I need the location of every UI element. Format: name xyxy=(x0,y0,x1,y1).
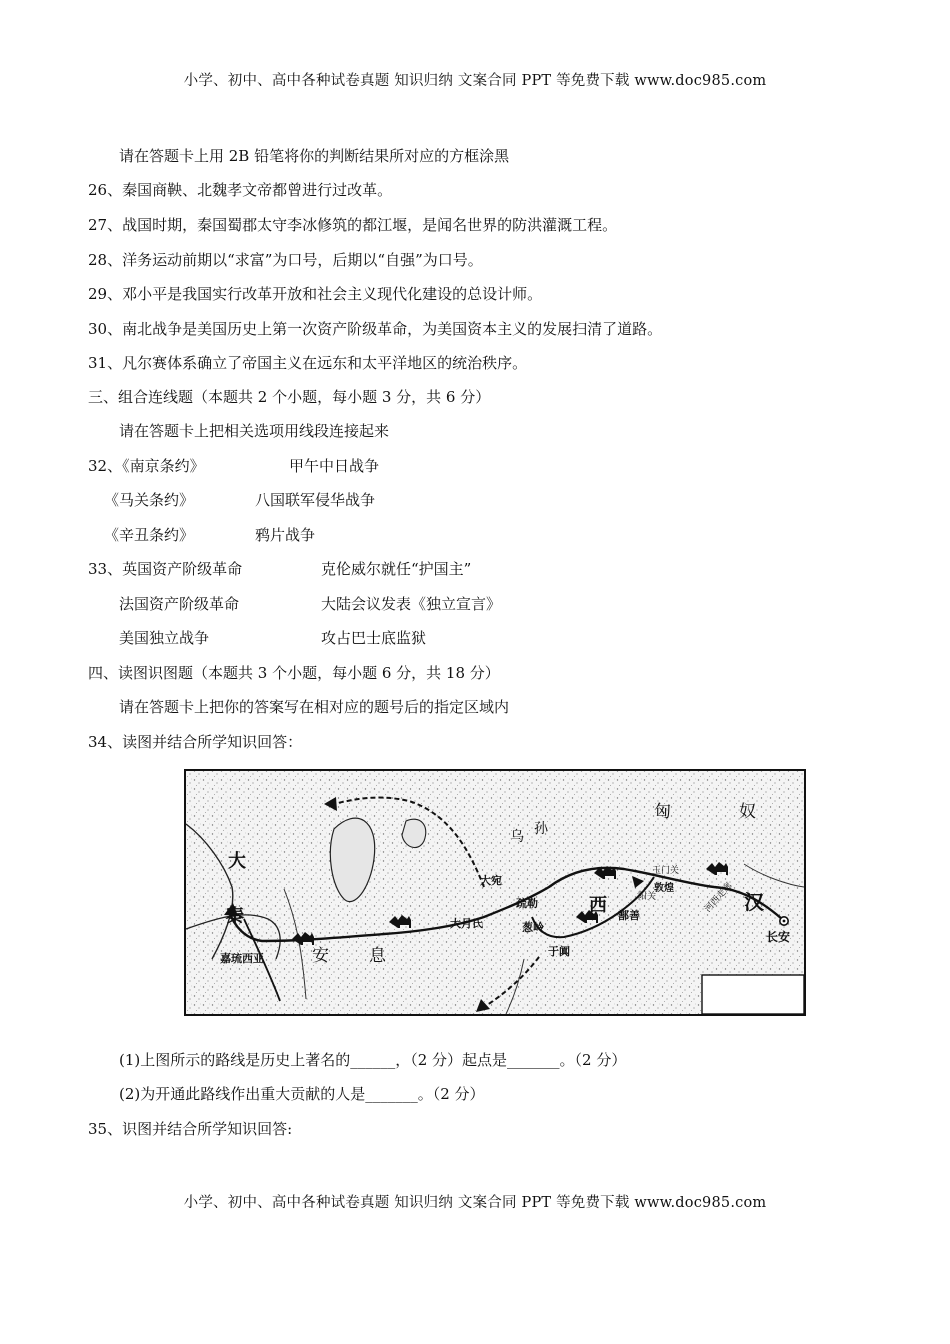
q32-right-2: 八国联军侵华战争 xyxy=(255,491,376,509)
section-3-title: 三、组合连线题（本题共 2 个小题，每小题 3 分，共 6 分） xyxy=(88,388,491,406)
label-jialuoxiya: 嘉琉西亚 xyxy=(220,952,264,965)
label-dunhuang: 敦煌 xyxy=(654,883,674,894)
label-yangguan: 阳关 xyxy=(638,892,657,902)
label-dayuezhi: 大月氏 xyxy=(450,917,483,930)
q32-left-3: 《辛丑条约》 xyxy=(104,526,195,544)
instruction-judge: 请在答题卡上用 2B 铅笔将你的判断结果所对应的方框涂黑 xyxy=(119,147,510,165)
map-blank-box xyxy=(702,975,804,1014)
label-an: 安 xyxy=(312,946,329,966)
label-changan: 长安 xyxy=(766,930,791,944)
silk-road-map xyxy=(184,769,806,1016)
label-shule: 疏勒 xyxy=(516,897,538,910)
question-30: 30、南北战争是美国历史上第一次资产阶级革命，为美国资本主义的发展扫清了道路。 xyxy=(88,320,663,338)
label-xi: 西 xyxy=(589,895,607,916)
question-26: 26、秦国商鞅、北魏孝文帝都曾进行过改革。 xyxy=(88,181,393,199)
question-34-part-1: (1)上图所示的路线是历史上著名的______，（2 分）起点是_______。（2 分） xyxy=(119,1051,627,1069)
label-xiongnu-2: 奴 xyxy=(739,802,756,822)
question-28: 28、洋务运动前期以“求富”为口号，后期以“自强”为口号。 xyxy=(88,251,483,269)
q32-left-1: 32、《南京条约》 xyxy=(88,457,205,475)
label-sun: 孙 xyxy=(534,821,548,837)
q32-right-3: 鸦片战争 xyxy=(255,526,316,544)
label-han: 汉 xyxy=(744,890,764,914)
label-yumenguan: 玉门关 xyxy=(652,866,680,876)
changan-marker-dot xyxy=(783,920,786,923)
aral-sea xyxy=(402,819,426,847)
label-yutian: 于阗 xyxy=(548,945,570,958)
instruction-map: 请在答题卡上把你的答案写在相对应的题号后的指定区域内 xyxy=(119,698,510,716)
section-4-title: 四、读图识图题（本题共 3 个小题，每小题 6 分，共 18 分） xyxy=(88,664,500,682)
question-34-part-2: (2)为开通此路线作出重大贡献的人是_______。（2 分） xyxy=(119,1085,485,1103)
q32-left-2: 《马关条约》 xyxy=(104,491,195,509)
label-xiongnu-1: 匈 xyxy=(654,802,671,822)
q33-left-3: 美国独立战争 xyxy=(119,629,210,647)
label-dawan: 大宛 xyxy=(480,874,502,887)
page-header: 小学、初中、高中各种试卷真题 知识归纳 文案合同 PPT 等免费下载 www.doc985.com xyxy=(183,73,767,89)
question-34-title: 34、读图并结合所学知识回答： xyxy=(88,733,303,751)
question-31: 31、凡尔赛体系确立了帝国主义在远东和太平洋地区的统治秩序。 xyxy=(88,354,528,372)
label-shanshan: 鄯善 xyxy=(618,909,640,922)
question-29: 29、邓小平是我国实行改革开放和社会主义现代化建设的总设计师。 xyxy=(88,285,543,303)
q33-right-2: 大陆会议发表《独立宣言》 xyxy=(321,595,502,613)
q33-left-1: 33、英国资产阶级革命 xyxy=(88,560,243,578)
question-27: 27、战国时期，秦国蜀郡太守李冰修筑的都江堰，是闻名世界的防洪灌溉工程。 xyxy=(88,216,618,234)
label-hexi: 河西走廊 xyxy=(703,881,735,915)
q33-right-1: 克伦威尔就任“护国主” xyxy=(321,560,472,578)
label-wu: 乌 xyxy=(510,829,524,845)
q33-right-3: 攻占巴士底监狱 xyxy=(321,629,427,647)
label-da: 大 xyxy=(228,851,246,872)
label-congling: 葱岭 xyxy=(522,921,544,934)
label-qin: 秦 xyxy=(226,906,244,927)
q32-right-1: 甲午中日战争 xyxy=(289,457,380,475)
label-xi-anxi: 息 xyxy=(369,946,386,966)
q33-left-2: 法国资产阶级革命 xyxy=(119,595,240,613)
question-35-title: 35、识图并结合所学知识回答: xyxy=(88,1120,293,1138)
instruction-match: 请在答题卡上把相关选项用线段连接起来 xyxy=(119,422,390,440)
page-footer: 小学、初中、高中各种试卷真题 知识归纳 文案合同 PPT 等免费下载 www.doc985.com xyxy=(183,1195,767,1211)
